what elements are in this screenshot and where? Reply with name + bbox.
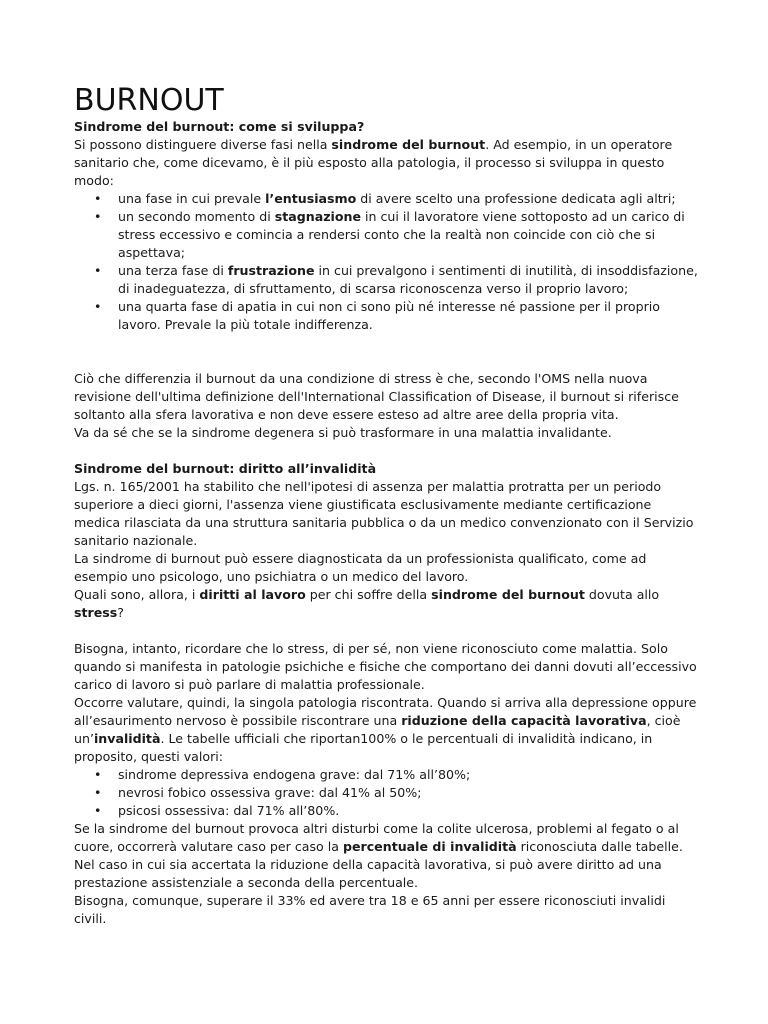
oms-paragraph: Ciò che differenzia il burnout da una condizione di stress è che, secondo l'OMS nella nuova revisione dell'ultima definizione dell'International Classification of Disease, il burnout si riferisce soltanto alla sfera lavorativa e non deve essere esteso ad altre aree della propria vita. [74, 371, 679, 422]
list-item: • nevrosi fobico ossessiva grave: dal 41% al 50%; [118, 784, 700, 802]
phases-list [74, 190, 700, 334]
intro-paragraph: Si possono distinguere diverse fasi nella sindrome del burnout. Ad esempio, in un operatore sanitario che, come dicevamo, è il più esposto alla patologia, il processo si sviluppa in questo modo: [74, 137, 673, 188]
list-item: • un secondo momento di stagnazione in cui il lavoratore viene sottoposto ad un carico di stress eccessivo e comincia a rendersi conto che la realtà non coincide con ciò che si aspettava; [118, 208, 700, 262]
list-item: • una quarta fase di apatia in cui non ci sono più né interesse né passione per il proprio lavoro. Prevale la più totale indifferenza. [118, 298, 700, 334]
section-heading-invalidity: Sindrome del burnout: diritto all’invalidità [74, 461, 377, 476]
section-heading-development: Sindrome del burnout: come si sviluppa? [74, 119, 365, 134]
spacer [74, 334, 700, 370]
law-paragraph: Lgs. n. 165/2001 ha stabilito che nell'ipotesi di assenza per malattia protratta per un periodo superiore a dieci giorni, l'assenza viene giustificata esclusivamente mediante certificazione medica rilasciata da una struttura sanitaria pubblica o da un medico convenzionato con il Servizio sanitario nazionale. [74, 479, 694, 548]
requirements-paragraph: Bisogna, comunque, superare il 33% ed avere tra 18 e 65 anni per essere riconosciuti invalidi civili. [74, 893, 666, 926]
spacer [74, 442, 700, 460]
document-title: BURNOUT [74, 83, 224, 118]
other-disorders-paragraph: Se la sindrome del burnout provoca altri disturbi come la colite ulcerosa, problemi al fegato o al cuore, occorrerà valutare caso per caso la percentuale di invalidità riconosciuta dalle tabelle. Nel caso in cui sia accertata la riduzione della capacità lavorativa, si può avere diritto ad una prestazione assistenziale a seconda della percentuale. [74, 821, 683, 890]
list-item: • una terza fase di frustrazione in cui prevalgono i sentimenti di inutilità, di insoddisfazione, di inadeguatezza, di sfruttamento, di scarsa riconoscenza verso il proprio lavoro; [118, 262, 700, 298]
list-item: • sindrome depressiva endogena grave: dal 71% all’80%; [118, 766, 700, 784]
rights-question: Quali sono, allora, i diritti al lavoro per chi soffre della sindrome del burnout dovuta allo stress? [74, 587, 660, 620]
list-item: • psicosi ossessiva: dal 71% all’80%. [118, 802, 700, 820]
list-item: • una fase in cui prevale l’entusiasmo di avere scelto una professione dedicata agli altri; [118, 190, 700, 208]
invalidity-values-list [74, 766, 700, 820]
stress-paragraph: Bisogna, intanto, ricordare che lo stress, di per sé, non viene riconosciuto come malattia. Solo quando si manifesta in patologie psichiche e fisiche che comportano dei danni dovuti all’eccessivo carico di lavoro si può parlare di malattia professionale. [74, 641, 697, 692]
evaluation-paragraph: Occorre valutare, quindi, la singola patologia riscontrata. Quando si arriva alla depressione oppure all’esaurimento nervoso è possibile riscontrare una riduzione della capacità lavorativa, cioè un’invalidità. Le tabelle ufficiali che riportan100% o le percentuali di invalidità indicano, in proposito, questi valori: [74, 695, 697, 764]
spacer [74, 622, 700, 640]
degeneration-paragraph: Va da sé che se la sindrome degenera si può trasformare in una malattia invalidante. [74, 425, 612, 440]
diagnosis-paragraph: La sindrome di burnout può essere diagnosticata da un professionista qualificato, come ad esempio uno psicologo, uno psichiatra o un medico del lavoro. [74, 551, 647, 584]
